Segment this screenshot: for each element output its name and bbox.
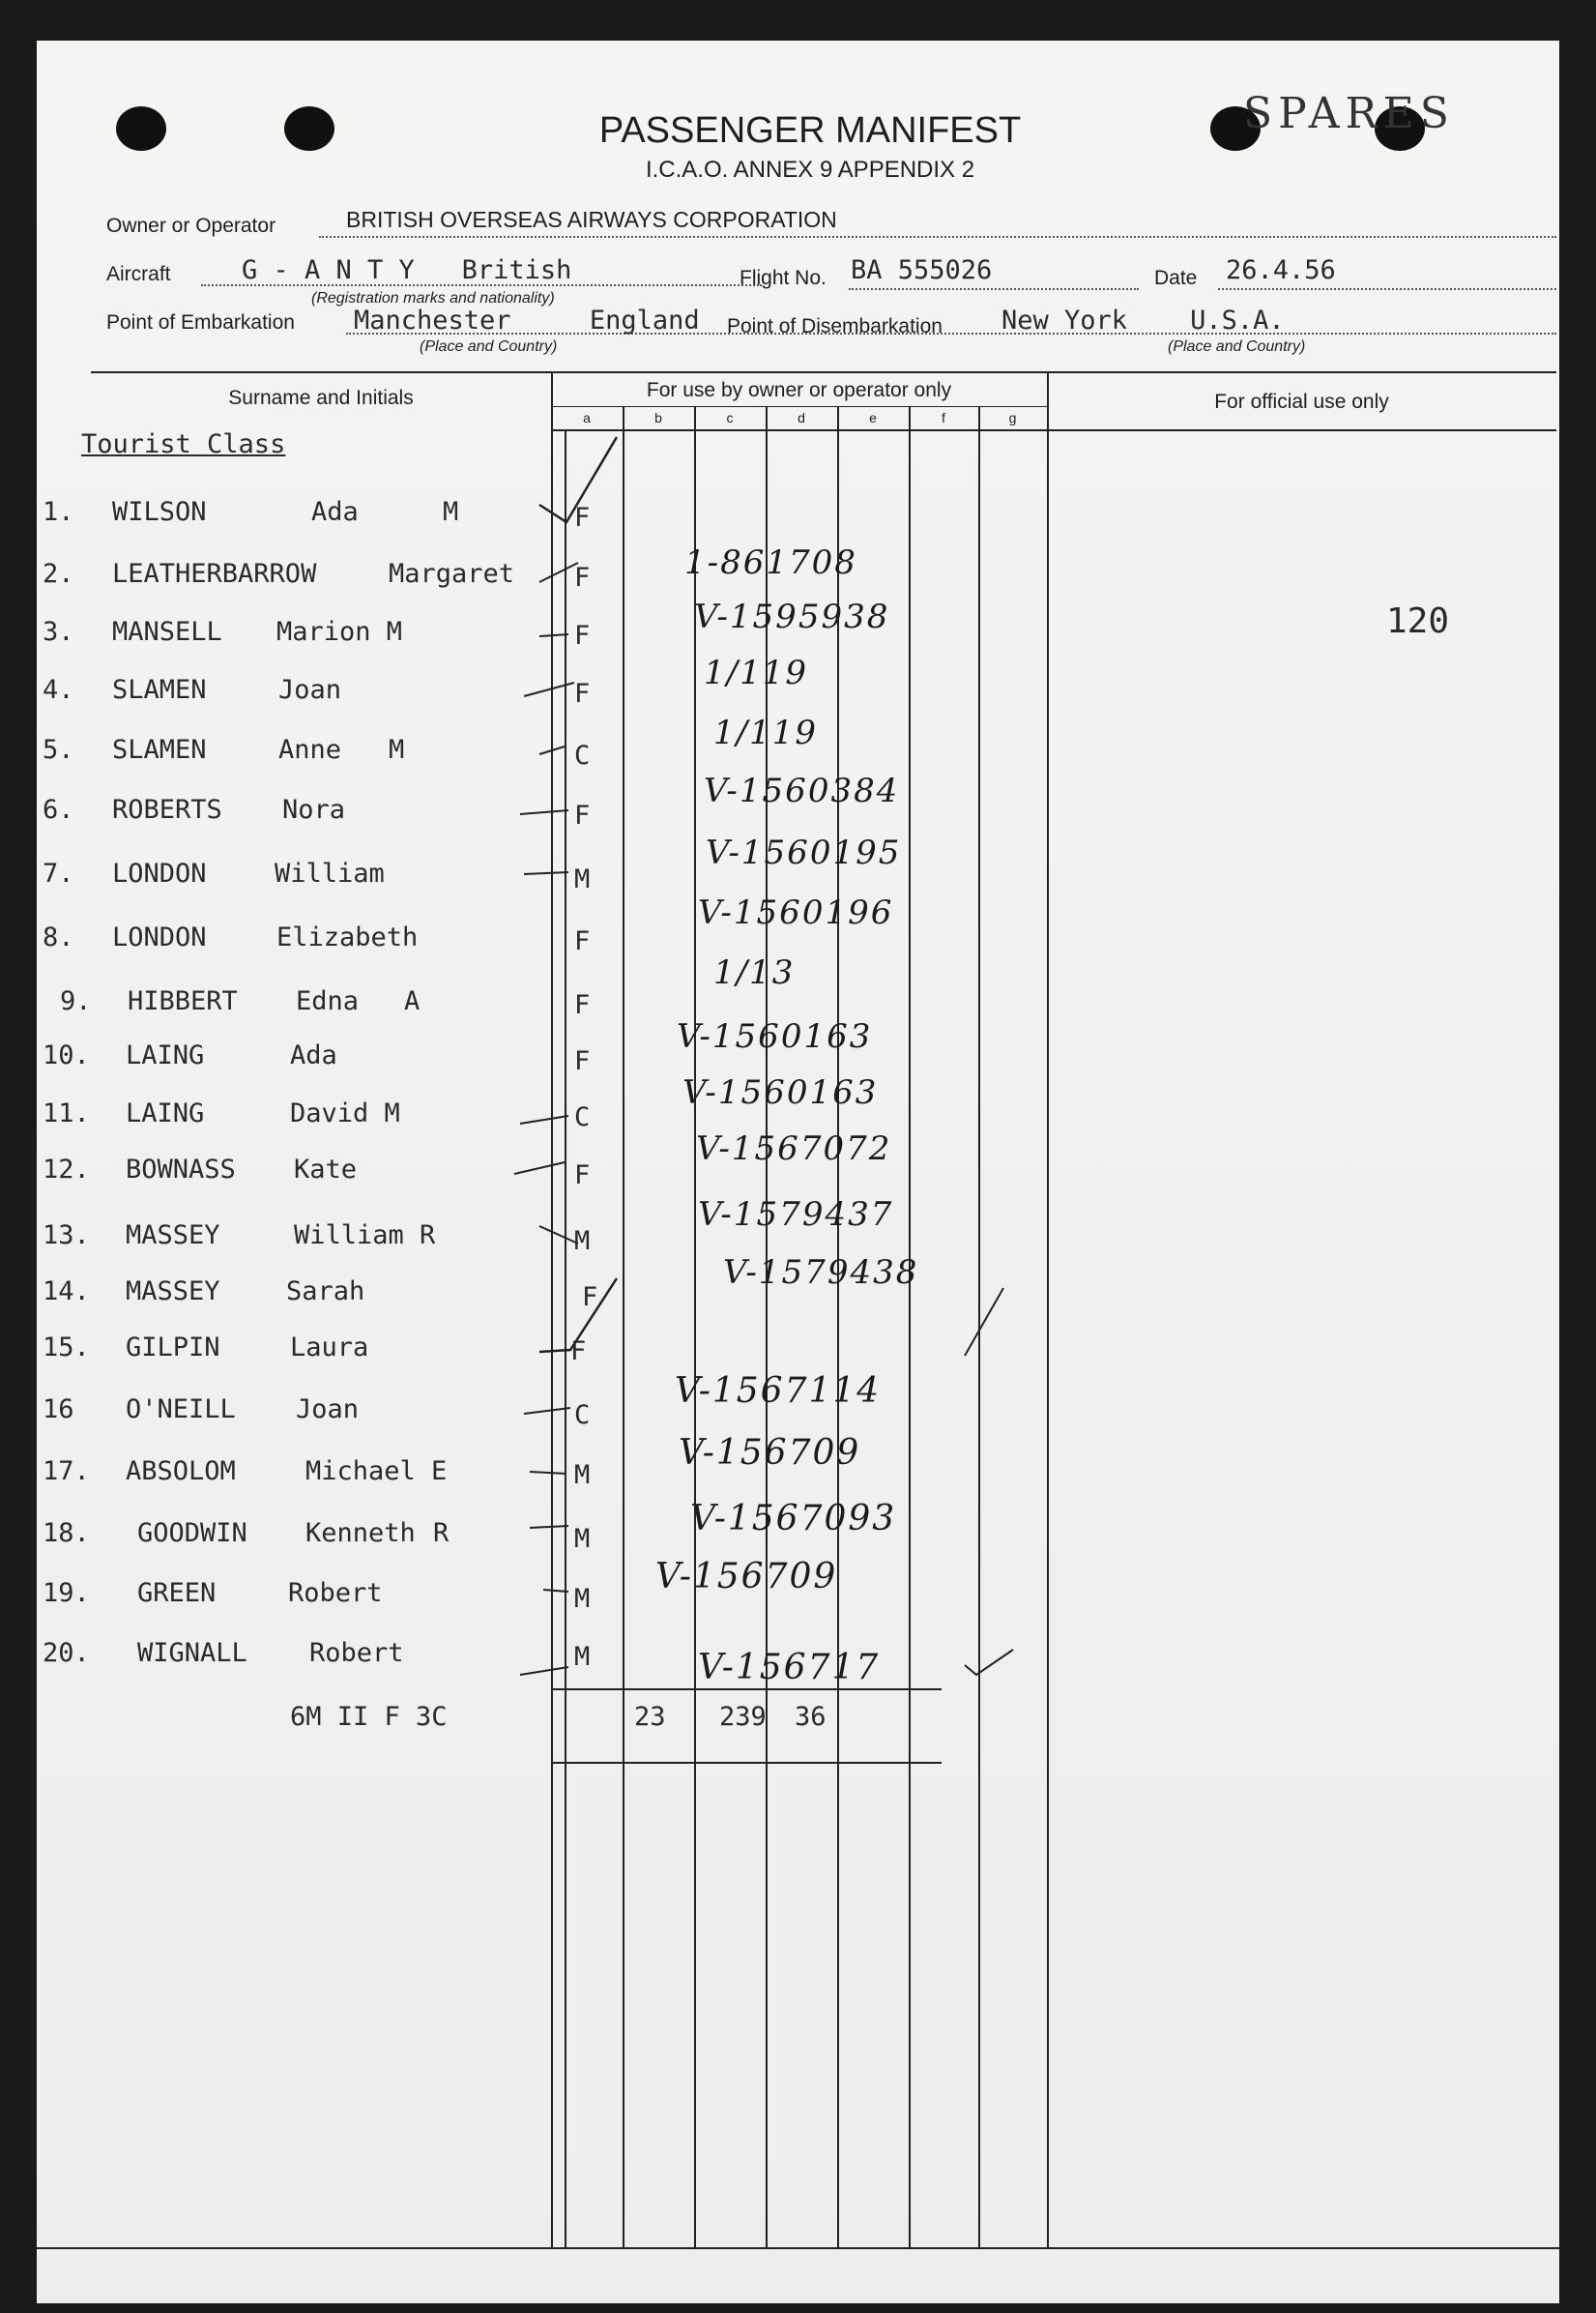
given-name: Nora	[282, 795, 346, 825]
check-marks	[37, 41, 1559, 2303]
handwritten-ref: V-1595938	[694, 598, 890, 636]
handwritten-ref: V-1560163	[682, 1073, 879, 1112]
surname: WIGNALL	[137, 1638, 247, 1668]
handwritten-ref: V-1560196	[698, 893, 894, 932]
total-c: 239	[719, 1702, 767, 1732]
embark-value: Manchester England	[354, 306, 700, 336]
surname: LAING	[126, 1098, 205, 1128]
class-code: F	[582, 1282, 598, 1312]
owner-value: BRITISH OVERSEAS AIRWAYS CORPORATION	[346, 207, 837, 232]
given-name: Edna	[296, 986, 360, 1016]
initial: R	[433, 1518, 450, 1548]
aircraft-label: Aircraft	[106, 263, 171, 285]
aircraft-value: G - A N T Y British	[242, 255, 572, 285]
given-name: Robert	[309, 1638, 404, 1668]
subcol-f: f	[942, 410, 945, 425]
given-name: Robert	[288, 1578, 383, 1608]
class-code: F	[574, 1046, 591, 1076]
given-name: Michael E	[305, 1456, 448, 1486]
given-name: William R	[294, 1220, 436, 1250]
subcol-e: e	[869, 410, 877, 425]
subcol-b: b	[654, 410, 662, 425]
surname: HIBBERT	[128, 986, 238, 1016]
initial: M	[443, 497, 459, 527]
surname: LEATHERBARROW	[112, 559, 317, 589]
owner-label: Owner or Operator	[106, 215, 276, 237]
aircraft-note: (Registration marks and nationality)	[311, 290, 555, 307]
surname: MASSEY	[126, 1220, 220, 1250]
row-number: 3.	[43, 617, 74, 647]
class-code: C	[574, 1400, 591, 1430]
handwritten-ref: V-1560195	[706, 834, 902, 872]
handwritten-ref: V-156717	[698, 1648, 881, 1687]
subcol-c: c	[726, 410, 734, 425]
subcol-g: g	[1008, 410, 1017, 425]
handwritten-ref: V-1567072	[696, 1129, 892, 1168]
total-b: 23	[634, 1702, 666, 1732]
subcol-a: a	[583, 410, 591, 425]
spares-note: SPARES	[1243, 89, 1455, 138]
class-code: M	[574, 864, 591, 894]
disembark-label: Point of Disembarkation	[727, 315, 943, 337]
surname: LAING	[126, 1040, 205, 1070]
class-code: M	[574, 1642, 591, 1672]
surname: MANSELL	[112, 617, 222, 647]
class-code: F	[574, 563, 591, 593]
surname: SLAMEN	[112, 675, 207, 705]
row-number: 1.	[43, 497, 74, 527]
handwritten-ref: V-1560384	[704, 772, 900, 810]
class-code: F	[574, 990, 591, 1020]
surname: MASSEY	[126, 1276, 220, 1306]
row-number: 18.	[43, 1518, 90, 1548]
class-code: F	[574, 926, 591, 956]
surname: ROBERTS	[112, 795, 222, 825]
surname: SLAMEN	[112, 735, 207, 765]
given-name: William	[275, 859, 385, 889]
totals-top-rule	[551, 1688, 942, 1690]
class-code: M	[574, 1584, 591, 1614]
surname: GREEN	[137, 1578, 217, 1608]
given-name: Marion M	[276, 617, 403, 647]
col-official-header: For official use only	[1214, 391, 1389, 413]
row-number: 13.	[43, 1220, 90, 1250]
col-owner-header: For use by owner or operator only	[646, 379, 952, 401]
row-number: 5.	[43, 735, 74, 765]
row-number: 9.	[60, 986, 92, 1016]
surname: GOODWIN	[137, 1518, 247, 1548]
row-number: 19.	[43, 1578, 90, 1608]
flight-value: BA 555026	[851, 255, 993, 285]
given-name: Ada	[290, 1040, 337, 1070]
class-code: F	[574, 621, 591, 651]
surname: BOWNASS	[126, 1155, 236, 1185]
subcol-d: d	[798, 410, 805, 425]
row-number: 15.	[43, 1332, 90, 1362]
given-name: Joan	[296, 1394, 360, 1424]
col-surname-header: Surname and Initials	[228, 387, 414, 409]
handwritten-ref: 1/13	[713, 953, 796, 992]
handwritten-ref: V-156709	[655, 1557, 838, 1596]
row-number: 17.	[43, 1456, 90, 1486]
initial: A	[404, 986, 421, 1016]
manifest-sheet	[37, 41, 1559, 2303]
embark-label: Point of Embarkation	[106, 311, 295, 334]
flight-label: Flight No.	[740, 267, 827, 289]
class-code: F	[574, 503, 591, 533]
date-value: 26.4.56	[1226, 255, 1336, 285]
given-name: Ada	[311, 497, 359, 527]
class-code: C	[574, 1102, 591, 1132]
class-code: F	[574, 1160, 591, 1190]
official-number: 120	[1386, 601, 1450, 641]
page-subtitle: I.C.A.O. ANNEX 9 APPENDIX 2	[645, 157, 975, 183]
totals-label: 6M II F 3C	[290, 1702, 448, 1732]
given-name: Kate	[294, 1155, 358, 1185]
row-number: 6.	[43, 795, 74, 825]
class-heading: Tourist Class	[81, 429, 286, 459]
given-name: Margaret	[389, 559, 515, 589]
given-name: Kenneth	[305, 1518, 416, 1548]
row-number: 10.	[43, 1040, 90, 1070]
embark-note: (Place and Country)	[420, 338, 558, 355]
class-code: M	[574, 1524, 591, 1554]
initial: M	[389, 735, 405, 765]
row-number: 7.	[43, 859, 74, 889]
page-title: PASSENGER MANIFEST	[598, 110, 1022, 151]
given-name: Sarah	[286, 1276, 365, 1306]
row-number: 16	[43, 1394, 74, 1424]
handwritten-ref: V-1560163	[677, 1017, 873, 1056]
surname: O'NEILL	[126, 1394, 236, 1424]
class-code: F	[574, 679, 591, 709]
given-name: Joan	[278, 675, 342, 705]
handwritten-ref: V-1579437	[698, 1195, 894, 1234]
handwritten-ref: V-1567114	[675, 1371, 882, 1411]
handwritten-ref: 1/119	[704, 654, 808, 692]
row-number: 2.	[43, 559, 74, 589]
row-number: 20.	[43, 1638, 90, 1668]
total-d: 36	[795, 1702, 827, 1732]
handwritten-ref: V-1579438	[723, 1253, 919, 1292]
given-name: Anne	[278, 735, 342, 765]
given-name: David M	[290, 1098, 400, 1128]
class-code: F	[574, 801, 591, 831]
row-number: 12.	[43, 1155, 90, 1185]
handwritten-ref: 1-861708	[684, 543, 857, 582]
handwritten-ref: V-1567093	[690, 1499, 897, 1538]
surname: WILSON	[112, 497, 207, 527]
totals-bottom-rule	[551, 1762, 942, 1764]
surname: LONDON	[112, 859, 207, 889]
surname: ABSOLOM	[126, 1456, 236, 1486]
class-code: M	[574, 1460, 591, 1490]
surname: GILPIN	[126, 1332, 220, 1362]
handwritten-ref: 1/119	[713, 714, 818, 752]
row-number: 14.	[43, 1276, 90, 1306]
given-name: Laura	[290, 1332, 369, 1362]
row-number: 4.	[43, 675, 74, 705]
date-label: Date	[1154, 267, 1198, 289]
surname: LONDON	[112, 922, 207, 952]
disembark-value: New York U.S.A.	[1001, 306, 1285, 336]
handwritten-ref: V-156709	[679, 1433, 861, 1473]
class-code: C	[574, 741, 591, 771]
class-code: F	[570, 1336, 587, 1366]
row-number: 8.	[43, 922, 74, 952]
row-number: 11.	[43, 1098, 90, 1128]
given-name: Elizabeth	[276, 922, 419, 952]
class-code: M	[574, 1226, 591, 1256]
disembark-note: (Place and Country)	[1168, 338, 1306, 355]
